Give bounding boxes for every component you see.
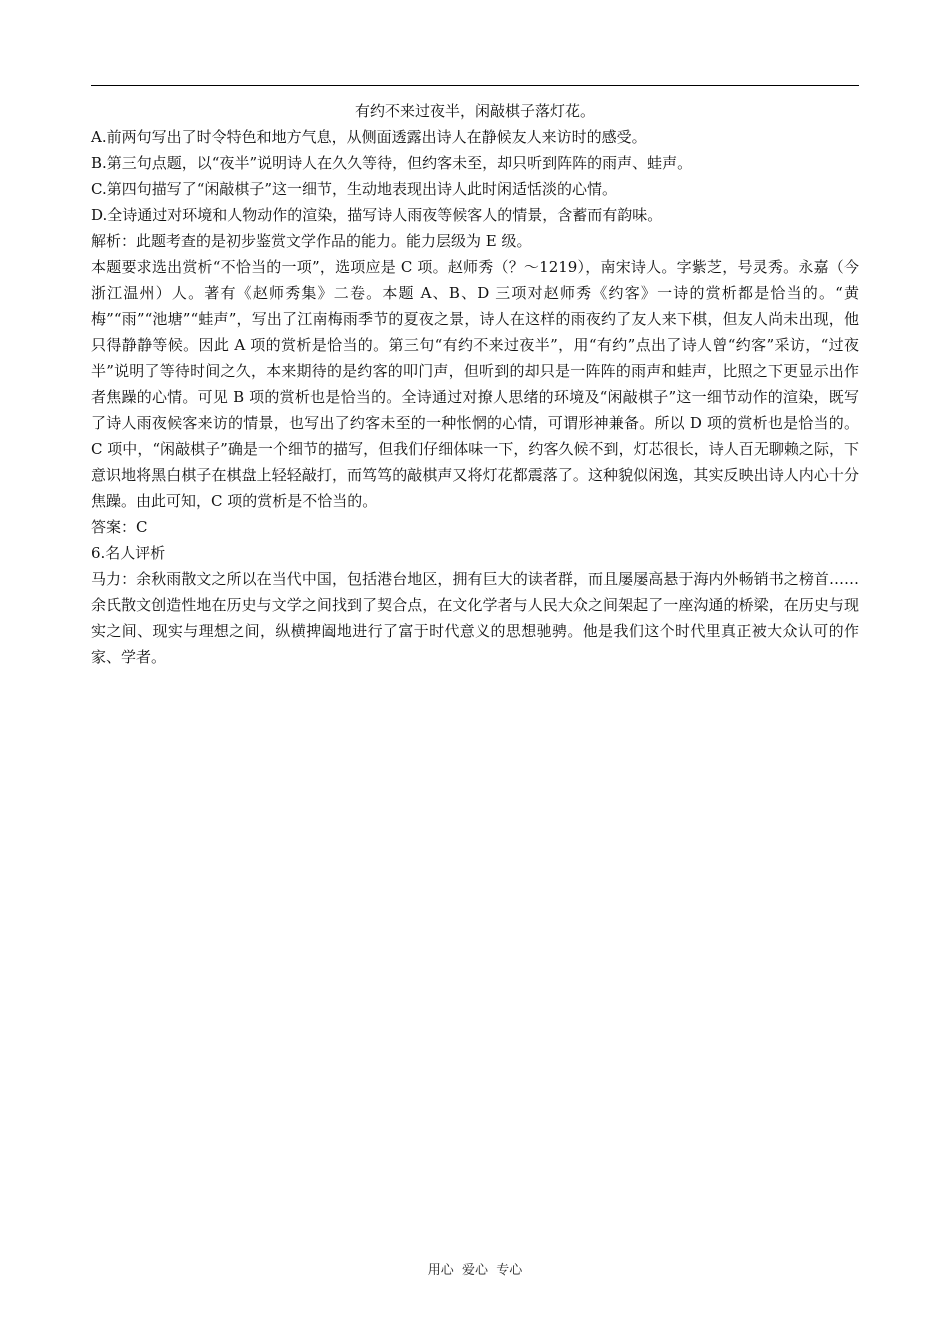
option-a: A.前两句写出了时令特色和地方气息，从侧面透露出诗人在静候友人来访时的感受。	[91, 128, 647, 146]
section-heading: 6.名人评析	[91, 544, 166, 562]
option-d: D.全诗通过对环境和人物动作的渲染，描写诗人雨夜等候客人的情景，含蓄而有韵味。	[91, 206, 663, 224]
document-body	[91, 98, 859, 670]
answer: 答案：C	[91, 518, 148, 536]
critique-paragraph: 马力：余秋雨散文之所以在当代中国，包括港台地区，拥有巨大的读者群，而且屡屡高悬于海内外畅销书之榜首……余氏散文创造性地在历史与文学之间找到了契合点，在文化学者与人民大众之间架起了一座沟通的桥梁，在历史与现实之间、现实与理想之间，纵横捭阖地进行了富于时代意义的思想驰骋。他是我们这个时代里真正被大众认可的作家、学者。	[91, 570, 859, 666]
option-b: B.第三句点题，以“夜半”说明诗人在久久等待，但约客未至，却只听到阵阵的雨声、蛙声。	[91, 154, 693, 172]
page-footer: 用心 爱心 专心	[427, 1263, 523, 1278]
analysis-intro: 解析：此题考查的是初步鉴赏文学作品的能力。能力层级为 E 级。	[91, 232, 532, 250]
option-c: C.第四句描写了“闲敲棋子”这一细节，生动地表现出诗人此时闲适恬淡的心情。	[91, 180, 618, 198]
analysis-body: 本题要求选出赏析“不恰当的一项”，选项应是 C 项。赵师秀（？～1219），南宋诗人。字紫芝，号灵秀。永嘉（今浙江温州）人。著有《赵师秀集》二卷。本题 A、B、D 三项对赵师秀《约客》一诗的赏析都是恰当的。“黄梅”“雨”“池塘”“蛙声”，写出了江南梅雨季节的夏夜之景，诗人在这样的雨夜约了友人来下棋，但友人尚未出现，他只得静静等候。因此 A 项的赏析是恰当的。第三句“有约不来过夜半”，用“有约”点出了诗人曾“约客”采访，“过夜半”说明了等待时间之久，本来期待的是约客的叩门声，但听到的却只是一阵阵的雨声和蛙声，比照之下更显示出作者焦躁的心情。可见 B 项的赏析也是恰当的。全诗通过对撩人思绪的环境及“闲敲棋子”这一细节动作的渲染，既写了诗人雨夜候客来访的情景，也写出了约客未至的一种怅惘的心情，可谓形神兼备。所以 D 项的赏析也是恰当的。C 项中，“闲敲棋子”确是一个细节的描写，但我们仔细体味一下，约客久候不到，灯芯很长，诗人百无聊赖之际，下意识地将黑白棋子在棋盘上轻轻敲打，而笃笃的敲棋声又将灯花都震落了。这种貌似闲逸，其实反映出诗人内心十分焦躁。由此可知，C 项的赏析是不恰当的。	[91, 258, 859, 510]
poem-line: 有约不来过夜半，闲敲棋子落灯花。	[354, 102, 595, 120]
header-rule	[91, 85, 859, 86]
